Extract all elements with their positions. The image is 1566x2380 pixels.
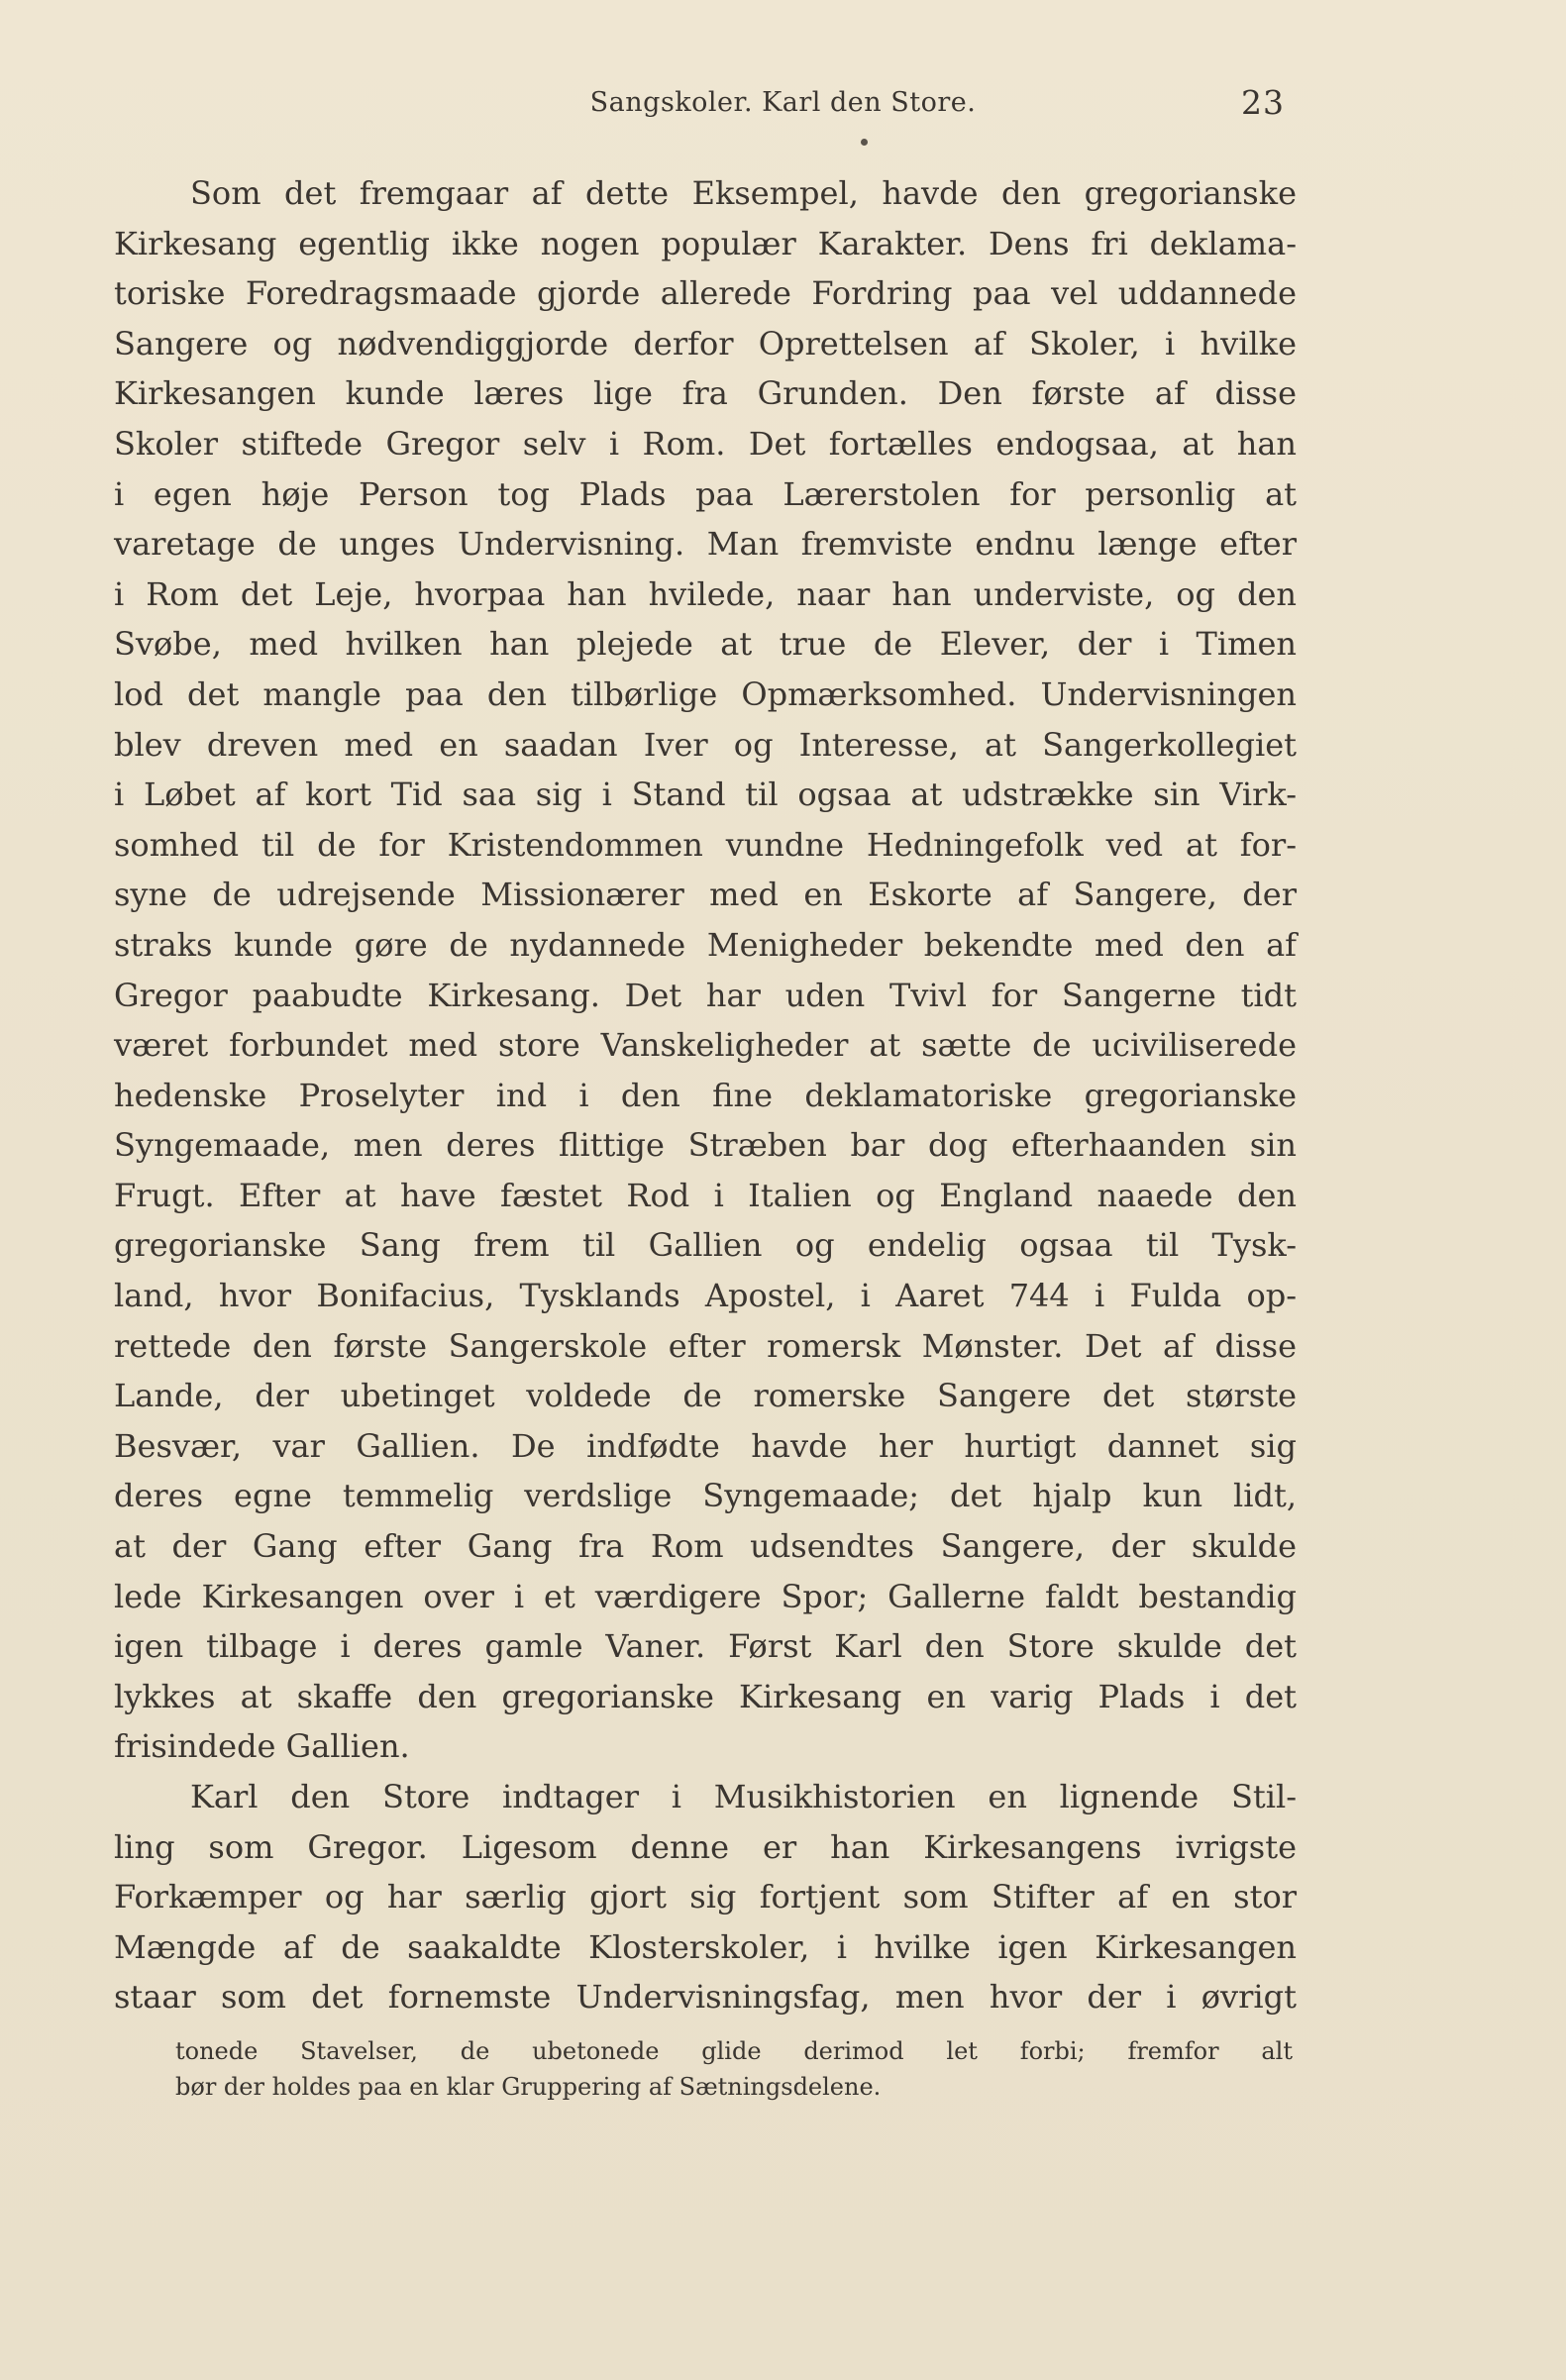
text-line: Kirkesangen kunde læres lige fra Grunden. Den første af disse bbox=[114, 374, 1297, 413]
text-line: Gregor paabudte Kirkesang. Det har uden Tvivl for Sangerne tidt bbox=[114, 976, 1297, 1014]
text-line: deres egne temmelig verdslige Syngemaade; det hjalp kun lidt, bbox=[114, 1477, 1297, 1515]
text-line: Syngemaade, men deres flittige Stræben bar dog efterhaanden sin bbox=[114, 1126, 1297, 1165]
text-line: Frugt. Efter at have fæstet Rod i Italien og England naaede den bbox=[114, 1176, 1297, 1214]
paragraph-1 bbox=[114, 168, 1297, 1772]
page-number: 23 bbox=[1241, 83, 1285, 122]
print-speck bbox=[861, 139, 868, 146]
text-line: Kirkesang egentlig ikke nogen populær Karakter. Dens fri deklama- bbox=[114, 224, 1297, 262]
text-line: at der Gang efter Gang fra Rom udsendtes Sangere, der skulde bbox=[114, 1527, 1297, 1566]
text-line: staar som det fornemste Undervisningsfag, men hvor der i øvrigt bbox=[114, 1978, 1297, 2017]
footnote-line: tonede Stavelser, de ubetonede glide derimod let forbi; fremfor alt bbox=[175, 2037, 1293, 2065]
text-line: somhed til de for Kristendommen vundne Hedningefolk ved at for- bbox=[114, 825, 1297, 864]
text-line: Som det fremgaar af dette Eksempel, havde den gregorianske bbox=[190, 174, 1297, 212]
text-line: blev dreven med en saadan Iver og Interesse, at Sangerkollegiet bbox=[114, 725, 1297, 764]
text-line: rettede den første Sangerskole efter romersk Mønster. Det af disse bbox=[114, 1326, 1297, 1365]
running-head bbox=[0, 83, 1566, 123]
text-line: Mængde af de saakaldte Klosterskoler, i hvilke igen Kirkesangen bbox=[114, 1927, 1297, 1966]
text-line: igen tilbage i deres gamle Vaner. Først Karl den Store skulde det bbox=[114, 1627, 1297, 1666]
text-line: frisindede Gallien. bbox=[114, 1727, 410, 1766]
footnote bbox=[175, 2033, 1293, 2105]
text-line: ling som Gregor. Ligesom denne er han Kirkesangens ivrigste bbox=[114, 1827, 1297, 1866]
text-line: hedenske Proselyter ind i den fine deklamatoriske gregorianske bbox=[114, 1076, 1297, 1114]
text-line: Besvær, var Gallien. De indfødte havde her hurtigt dannet sig bbox=[114, 1426, 1297, 1465]
text-line: land, hvor Bonifacius, Tysklands Apostel, i Aaret 744 i Fulda op- bbox=[114, 1277, 1297, 1315]
running-title: Sangskoler. Karl den Store. bbox=[589, 87, 977, 118]
text-line: lede Kirkesangen over i et værdigere Spor; Gallerne faldt bestandig bbox=[114, 1577, 1297, 1615]
text-line: Karl den Store indtager i Musikhistorien en lignende Stil- bbox=[190, 1778, 1297, 1815]
text-line: syne de udrejsende Missionærer med en Eskorte af Sangere, der bbox=[114, 876, 1297, 914]
text-line: Skoler stiftede Gregor selv i Rom. Det fortælles endogsaa, at han bbox=[114, 424, 1297, 463]
text-line: i egen høje Person tog Plads paa Lærerstolen for personlig at bbox=[114, 474, 1297, 513]
text-line: været forbundet med store Vanskeligheder at sætte de uciviliserede bbox=[114, 1026, 1297, 1065]
text-line: Sangere og nødvendiggjorde derfor Oprettelsen af Skoler, i hvilke bbox=[114, 324, 1297, 362]
text-line: Forkæmper og har særlig gjort sig fortjent som Stifter af en stor bbox=[114, 1878, 1297, 1916]
text-line: i Rom det Leje, hvorpaa han hvilede, naar han underviste, og den bbox=[114, 574, 1297, 613]
text-line: Svøbe, med hvilken han plejede at true de Elever, der i Timen bbox=[114, 625, 1297, 664]
footnote-line: bør der holdes paa en klar Gruppering af Sætningsdelene. bbox=[175, 2073, 882, 2101]
text-line: gregorianske Sang frem til Gallien og endelig ogsaa til Tysk- bbox=[114, 1226, 1297, 1265]
text-line: lykkes at skaffe den gregorianske Kirkesang en varig Plads i det bbox=[114, 1677, 1297, 1715]
main-text bbox=[114, 168, 1297, 2022]
text-line: lod det mangle paa den tilbørlige Opmærksomhed. Undervisningen bbox=[114, 674, 1297, 713]
text-line: i Løbet af kort Tid saa sig i Stand til ogsaa at udstrække sin Virk- bbox=[114, 776, 1297, 814]
text-line: varetage de unges Undervisning. Man fremviste endnu længe efter bbox=[114, 525, 1297, 564]
text-line: Lande, der ubetinget voldede de romerske Sangere det største bbox=[114, 1377, 1297, 1415]
paragraph-2 bbox=[114, 1772, 1297, 2022]
text-line: toriske Foredragsmaade gjorde allerede Fordring paa vel uddannede bbox=[114, 274, 1297, 313]
text-line: straks kunde gøre de nydannede Menigheder bekendte med den af bbox=[114, 925, 1297, 964]
